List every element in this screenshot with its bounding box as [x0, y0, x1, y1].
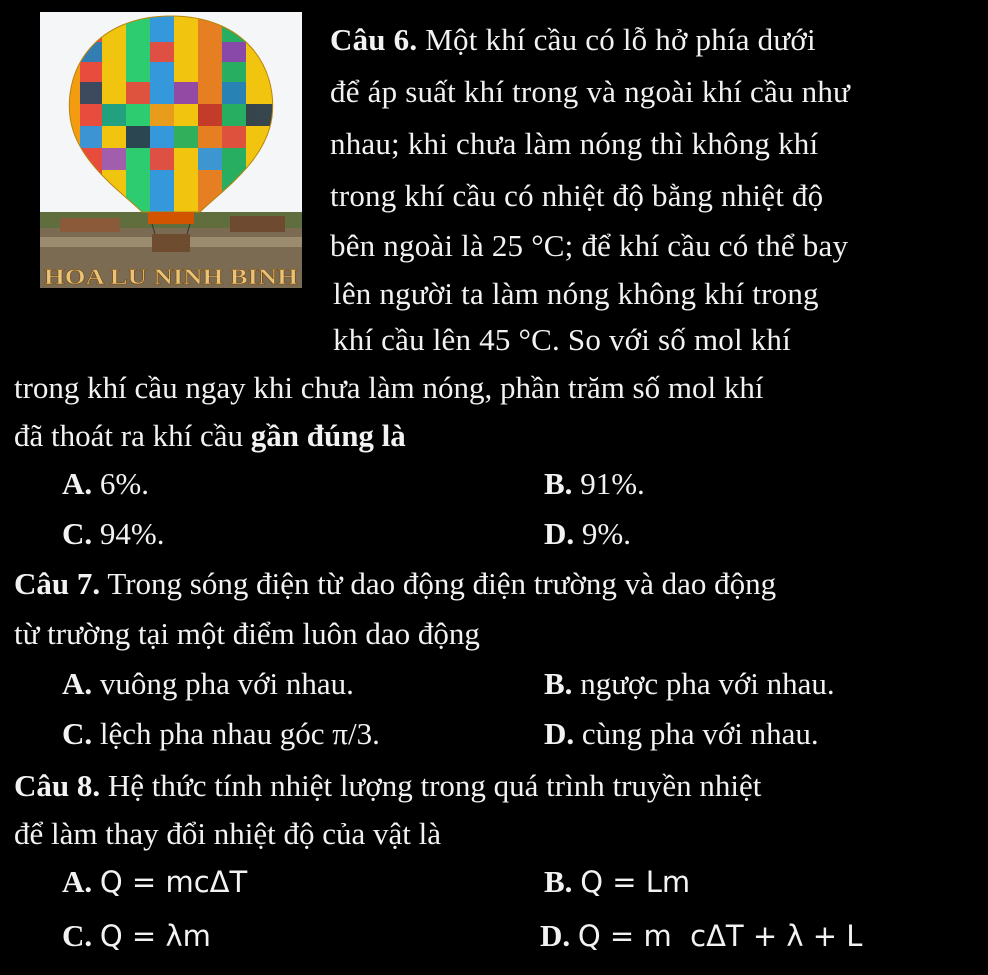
option-text: cùng pha với nhau.: [581, 716, 819, 751]
balloon-illustration: [40, 12, 302, 288]
option-text: lệch pha nhau góc π/3.: [99, 716, 380, 751]
q6-option-b[interactable]: [544, 468, 645, 499]
option-text: 91%.: [580, 466, 645, 501]
option-text: 94%.: [99, 516, 165, 551]
option-label: C.: [62, 516, 93, 551]
option-label: B.: [544, 666, 573, 701]
option-label: C.: [62, 716, 93, 751]
formula-text: Q = Lm: [580, 865, 691, 899]
q7-option-c[interactable]: [62, 718, 380, 749]
q6-title: Câu 6.: [330, 22, 418, 57]
formula-text: Q = λm: [99, 919, 211, 953]
q6-line-4: trong khí cầu có nhiệt độ bằng nhiệt độ: [330, 178, 824, 213]
q6-line-9-text: đã thoát ra khí cầu: [14, 418, 243, 453]
q6-line-7: khí cầu lên 45 °C. So với số mol khí: [333, 322, 791, 357]
photo-watermark: HOA LU NINH BINH: [44, 264, 298, 288]
q8-line-1: [14, 770, 761, 801]
q6-line-2: để áp suất khí trong và ngoài khí cầu như: [330, 74, 851, 109]
q6-option-a[interactable]: [62, 468, 149, 499]
option-text: 9%.: [581, 516, 631, 551]
hot-air-balloon-photo: [40, 12, 302, 288]
q8-option-a[interactable]: [62, 866, 247, 897]
option-label: B.: [544, 864, 573, 899]
formula-text: Q = m cΔT + λ + L: [577, 919, 863, 953]
q7-line-1: [14, 568, 776, 599]
option-label: C.: [62, 918, 93, 953]
q6-option-c[interactable]: [62, 518, 164, 549]
option-label: D.: [544, 716, 575, 751]
q7-option-a[interactable]: [62, 668, 354, 699]
q7-option-d[interactable]: [544, 718, 819, 749]
option-text: vuông pha với nhau.: [99, 666, 354, 701]
q7-option-b[interactable]: [544, 668, 835, 699]
q8-option-d[interactable]: [540, 920, 862, 951]
q6-line-6: lên người ta làm nóng không khí trong: [333, 276, 819, 311]
q8-line-2: để làm thay đổi nhiệt độ của vật là: [14, 816, 441, 851]
option-text: 6%.: [99, 466, 149, 501]
q6-text: Một khí cầu có lỗ hở phía dưới: [425, 22, 816, 57]
q8-option-c[interactable]: [62, 920, 211, 951]
q6-line-8: trong khí cầu ngay khi chưa làm nóng, phần trăm số mol khí: [14, 370, 764, 405]
option-label: A.: [62, 864, 93, 899]
q8-title: Câu 8.: [14, 768, 101, 803]
q8-option-b[interactable]: [544, 866, 690, 897]
q6-option-d[interactable]: [544, 518, 631, 549]
option-label: B.: [544, 466, 573, 501]
q8-text: Hệ thức tính nhiệt lượng trong quá trình truyền nhiệt: [107, 768, 762, 803]
option-label: D.: [540, 918, 571, 953]
q6-emphasis: gần đúng là: [250, 418, 406, 453]
q6-line-3: nhau; khi chưa làm nóng thì không khí: [330, 126, 819, 161]
q6-line-9: [14, 420, 406, 451]
q7-title: Câu 7.: [14, 566, 101, 601]
q6-line-5: bên ngoài là 25 °C; để khí cầu có thể bay: [330, 228, 849, 263]
formula-text: Q = mcΔT: [99, 865, 248, 899]
q7-text: Trong sóng điện từ dao động điện trường và dao động: [107, 566, 777, 601]
option-label: A.: [62, 466, 93, 501]
option-text: ngược pha với nhau.: [580, 666, 835, 701]
q7-line-2: từ trường tại một điểm luôn dao động: [14, 616, 480, 651]
option-label: D.: [544, 516, 575, 551]
q6-line-1: [330, 24, 816, 55]
option-label: A.: [62, 666, 93, 701]
